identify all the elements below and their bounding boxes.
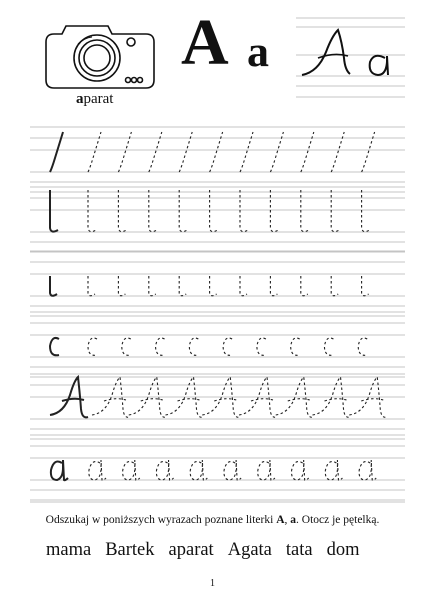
trace-stroke — [118, 190, 126, 232]
trace-stroke — [88, 190, 96, 232]
trace-stroke — [301, 276, 308, 296]
trace-stroke — [223, 338, 232, 355]
trace-stroke — [292, 460, 309, 480]
word-item: aparat — [168, 540, 214, 560]
trace-stroke — [331, 132, 344, 172]
trace-stroke — [325, 460, 342, 480]
trace-stroke — [123, 460, 140, 480]
trace-stroke — [270, 190, 278, 232]
trace-stroke — [179, 132, 192, 172]
trace-stroke — [301, 132, 314, 172]
trace-stroke — [331, 276, 338, 296]
trace-stroke — [179, 276, 186, 296]
trace-stroke — [301, 190, 309, 232]
trace-stroke — [270, 132, 283, 172]
trace-stroke — [89, 460, 106, 480]
print-letter-lower: a — [247, 27, 269, 76]
trace-stroke — [156, 338, 165, 355]
trace-stroke — [149, 132, 162, 172]
trace-stroke — [358, 338, 367, 355]
word-item: tata — [285, 540, 313, 560]
trace-stroke — [257, 338, 266, 355]
model-stroke — [50, 276, 57, 296]
instruction-before: Odszukaj w poniższych wyrazach poznane literki — [45, 514, 277, 526]
word-list — [46, 540, 359, 561]
trace-stroke — [118, 132, 131, 172]
trace-stroke — [129, 377, 167, 417]
word-item: mama — [46, 540, 92, 560]
trace-stroke — [210, 190, 218, 232]
trace-stroke — [88, 338, 97, 355]
page-number: 1 — [210, 578, 215, 589]
trace-stroke — [349, 377, 387, 417]
trace-stroke — [92, 377, 130, 417]
trace-stroke — [190, 460, 207, 480]
model-stroke — [50, 132, 63, 172]
trace-stroke — [240, 276, 247, 296]
model-stroke — [50, 338, 59, 355]
instruction-letter-upper: A — [276, 514, 285, 526]
trace-stroke — [240, 132, 253, 172]
trace-stroke — [362, 190, 370, 232]
trace-stroke — [179, 190, 187, 232]
print-letter-upper: A — [181, 6, 229, 79]
word-item: dom — [326, 540, 360, 560]
trace-stroke — [189, 338, 198, 355]
caption-highlight-letter: a — [76, 91, 84, 107]
trace-stroke — [210, 276, 217, 296]
word-item: Bartek — [105, 540, 155, 560]
trace-stroke — [149, 276, 156, 296]
trace-stroke — [324, 338, 333, 355]
instruction-separator: , — [284, 514, 291, 526]
trace-stroke — [118, 276, 125, 296]
trace-stroke — [331, 190, 339, 232]
model-stroke — [50, 190, 58, 232]
trace-stroke — [359, 460, 376, 480]
trace-stroke — [202, 377, 240, 417]
trace-stroke — [239, 377, 277, 417]
trace-stroke — [149, 190, 157, 232]
instruction-text — [0, 514, 425, 526]
trace-stroke — [210, 132, 223, 172]
trace-stroke — [166, 377, 204, 417]
instruction-letter-lower: a — [290, 514, 297, 526]
model-stroke — [51, 460, 68, 480]
trace-stroke — [122, 338, 131, 355]
caption-rest: parat — [83, 91, 114, 107]
trace-stroke — [362, 276, 369, 296]
trace-stroke — [270, 276, 277, 296]
trace-stroke — [224, 460, 241, 480]
trace-stroke — [88, 132, 101, 172]
trace-stroke — [291, 338, 300, 355]
trace-stroke — [258, 460, 275, 480]
trace-stroke — [240, 190, 248, 232]
trace-stroke — [362, 132, 375, 172]
trace-stroke — [313, 377, 351, 417]
trace-stroke — [156, 460, 173, 480]
trace-stroke — [88, 276, 95, 296]
trace-stroke — [276, 377, 314, 417]
instruction-after: . Otocz je pętelką. — [296, 514, 380, 526]
word-item: Agata — [227, 540, 272, 560]
model-stroke — [50, 377, 88, 417]
